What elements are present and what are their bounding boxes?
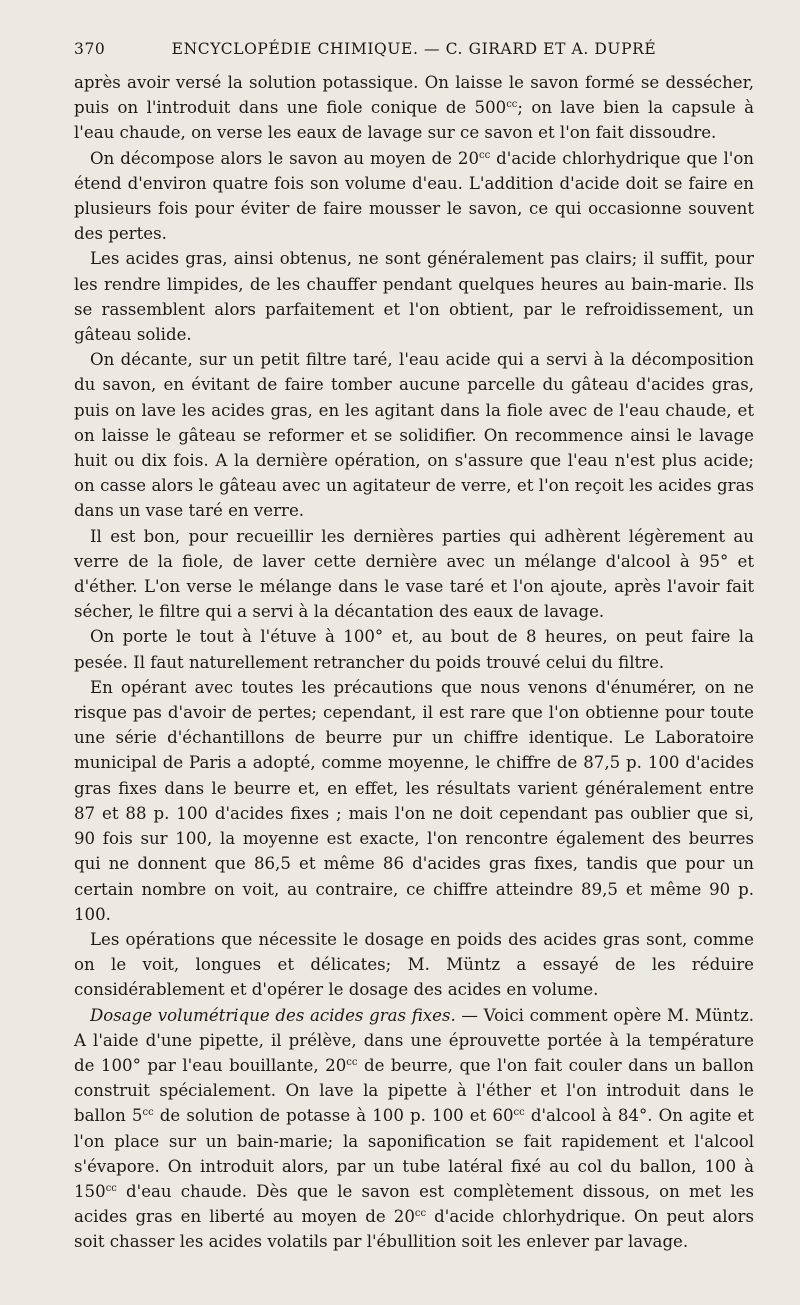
cc-superscript: cc: [506, 99, 518, 111]
body-text: [74, 70, 754, 1255]
section-heading: Dosage volumétrique des acides gras fixes.: [90, 1005, 456, 1025]
paragraph-7: En opérant avec toutes les précautions que nous venons d'énumérer, on ne risque pas d'avoir de pertes; cependant, il est rare que l'on obtienne pour toute une série d'échantillons de beurre pur un chiffre identique. Le Laboratoire municipal de Paris a adopté, comme moyenne, le chiffre de 87,5 p. 100 d'acides gras fixes dans le beurre et, en effet, les résultats varient généralement entre 87 et 88 p. 100 d'acides fixes ; mais l'on ne doit cependant pas oublier que si, 90 fois sur 100, la moyenne est exacte, l'on rencontre également des beurres qui ne donnent que 86,5 et même 86 d'acides gras fixes, tandis que pour un certain nombre on voit, au contraire, ce chiffre atteindre 89,5 et même 90 p. 100.: [74, 677, 754, 924]
cc-superscript: cc: [346, 1056, 358, 1068]
paragraph-8: Les opérations que nécessite le dosage en poids des acides gras sont, comme on le voit, longues et délicates; M. Müntz a essayé de les réduire considérablement et d'opérer le dosage des acides en volume.: [74, 929, 754, 1000]
running-head: ENCYCLOPÉDIE CHIMIQUE. — C. GIRARD ET A. DUPRÉ: [171, 40, 657, 58]
cc-superscript: cc: [479, 149, 491, 161]
cc-superscript: cc: [513, 1107, 525, 1119]
paragraph-4: On décante, sur un petit filtre taré, l'eau acide qui a servi à la décomposition du savon, en évitant de faire tomber aucune parcelle du gâteau d'acides gras, puis on lave les acides gras, en les agitant dans la fiole avec de l'eau chaude, et on laisse le gâteau se reformer et se solidifier. On recommence ainsi le lavage huit ou dix fois. A la dernière opération, on s'assure que l'eau n'est plus acide; on casse alors le gâteau avec un agitateur de verre, et l'on reçoit les acides gras dans un vase taré en verre.: [74, 350, 754, 521]
paragraph-3: Les acides gras, ainsi obtenus, ne sont généralement pas clairs; il suffit, pour les rendre limpides, de les chauffer pendant quelques heures au bain-marie. Ils se rassemblent alors parfaitement et l'on obtient, par le refroidissement, un gâteau solide.: [74, 249, 754, 345]
paragraph-5: Il est bon, pour recueillir les dernières parties qui adhèrent légèrement au verre de la fiole, de laver cette dernière avec un mélange d'alcool à 95° et d'éther. L'on verse le mélange dans le vase taré et l'on ajoute, après l'avoir fait sécher, le filtre qui a servi à la décantation des eaux de lavage.: [74, 526, 754, 622]
paragraph-6: On porte le tout à l'étuve à 100° et, au bout de 8 heures, on peut faire la pesée. Il faut naturellement retrancher du poids trouvé celui du filtre.: [74, 627, 754, 672]
paragraph-2: On décompose alors le savon au moyen de $20^{cc}$ d'acide chlorhydrique que l'on étend d'environ quatre fois son volume d'eau. L'addition d'acide doit se faire en plusieurs fois pour éviter de faire mousser le savon, ce qui occasionne souvent des pertes.: [74, 148, 754, 244]
cc-superscript: cc: [105, 1182, 117, 1194]
paragraph-1: après avoir versé la solution potassique. On laisse le savon formé se dessécher, puis on l'introduit dans une fiole conique de $500^{cc}$; on lave bien la capsule à l'eau chaude, on verse les eaux de lavage sur ce savon et l'on fait dissoudre.: [74, 73, 754, 143]
page-header: [74, 40, 754, 62]
cc-superscript: cc: [142, 1107, 154, 1119]
page-number: 370: [74, 40, 106, 58]
cc-superscript: cc: [414, 1208, 427, 1220]
paragraph-9: Dosage volumétrique des acides gras fixes. — Voici comment opère M. Müntz. A l'aide d'une pipette, il prélève, dans une éprouvette portée à la température de 100° par l'eau bouillante, $20^{cc}$ de beurre, que l'on fait couler dans un ballon construit spécialement. On lave la pipette à l'éther et l'on introduit dans le ballon $5^{cc}$ de solution de potasse à 100 p. 100 et $60^{cc}$ d'alcool à 84°. On agite et l'on place sur un bain-marie; la saponification se fait rapidement et l'alcool s'évapore. On introduit alors, par un tube latéral fixé au col du ballon, 100 à $150^{cc}$ d'eau chaude. Dès que le savon est complètement dissous, on met les acides gras en liberté au moyen de $20^{cc}$ d'acide chlorhydrique. On peut alors soit chasser les acides volatils par l'ébullition soit les enlever par lavage.: [74, 1005, 754, 1252]
